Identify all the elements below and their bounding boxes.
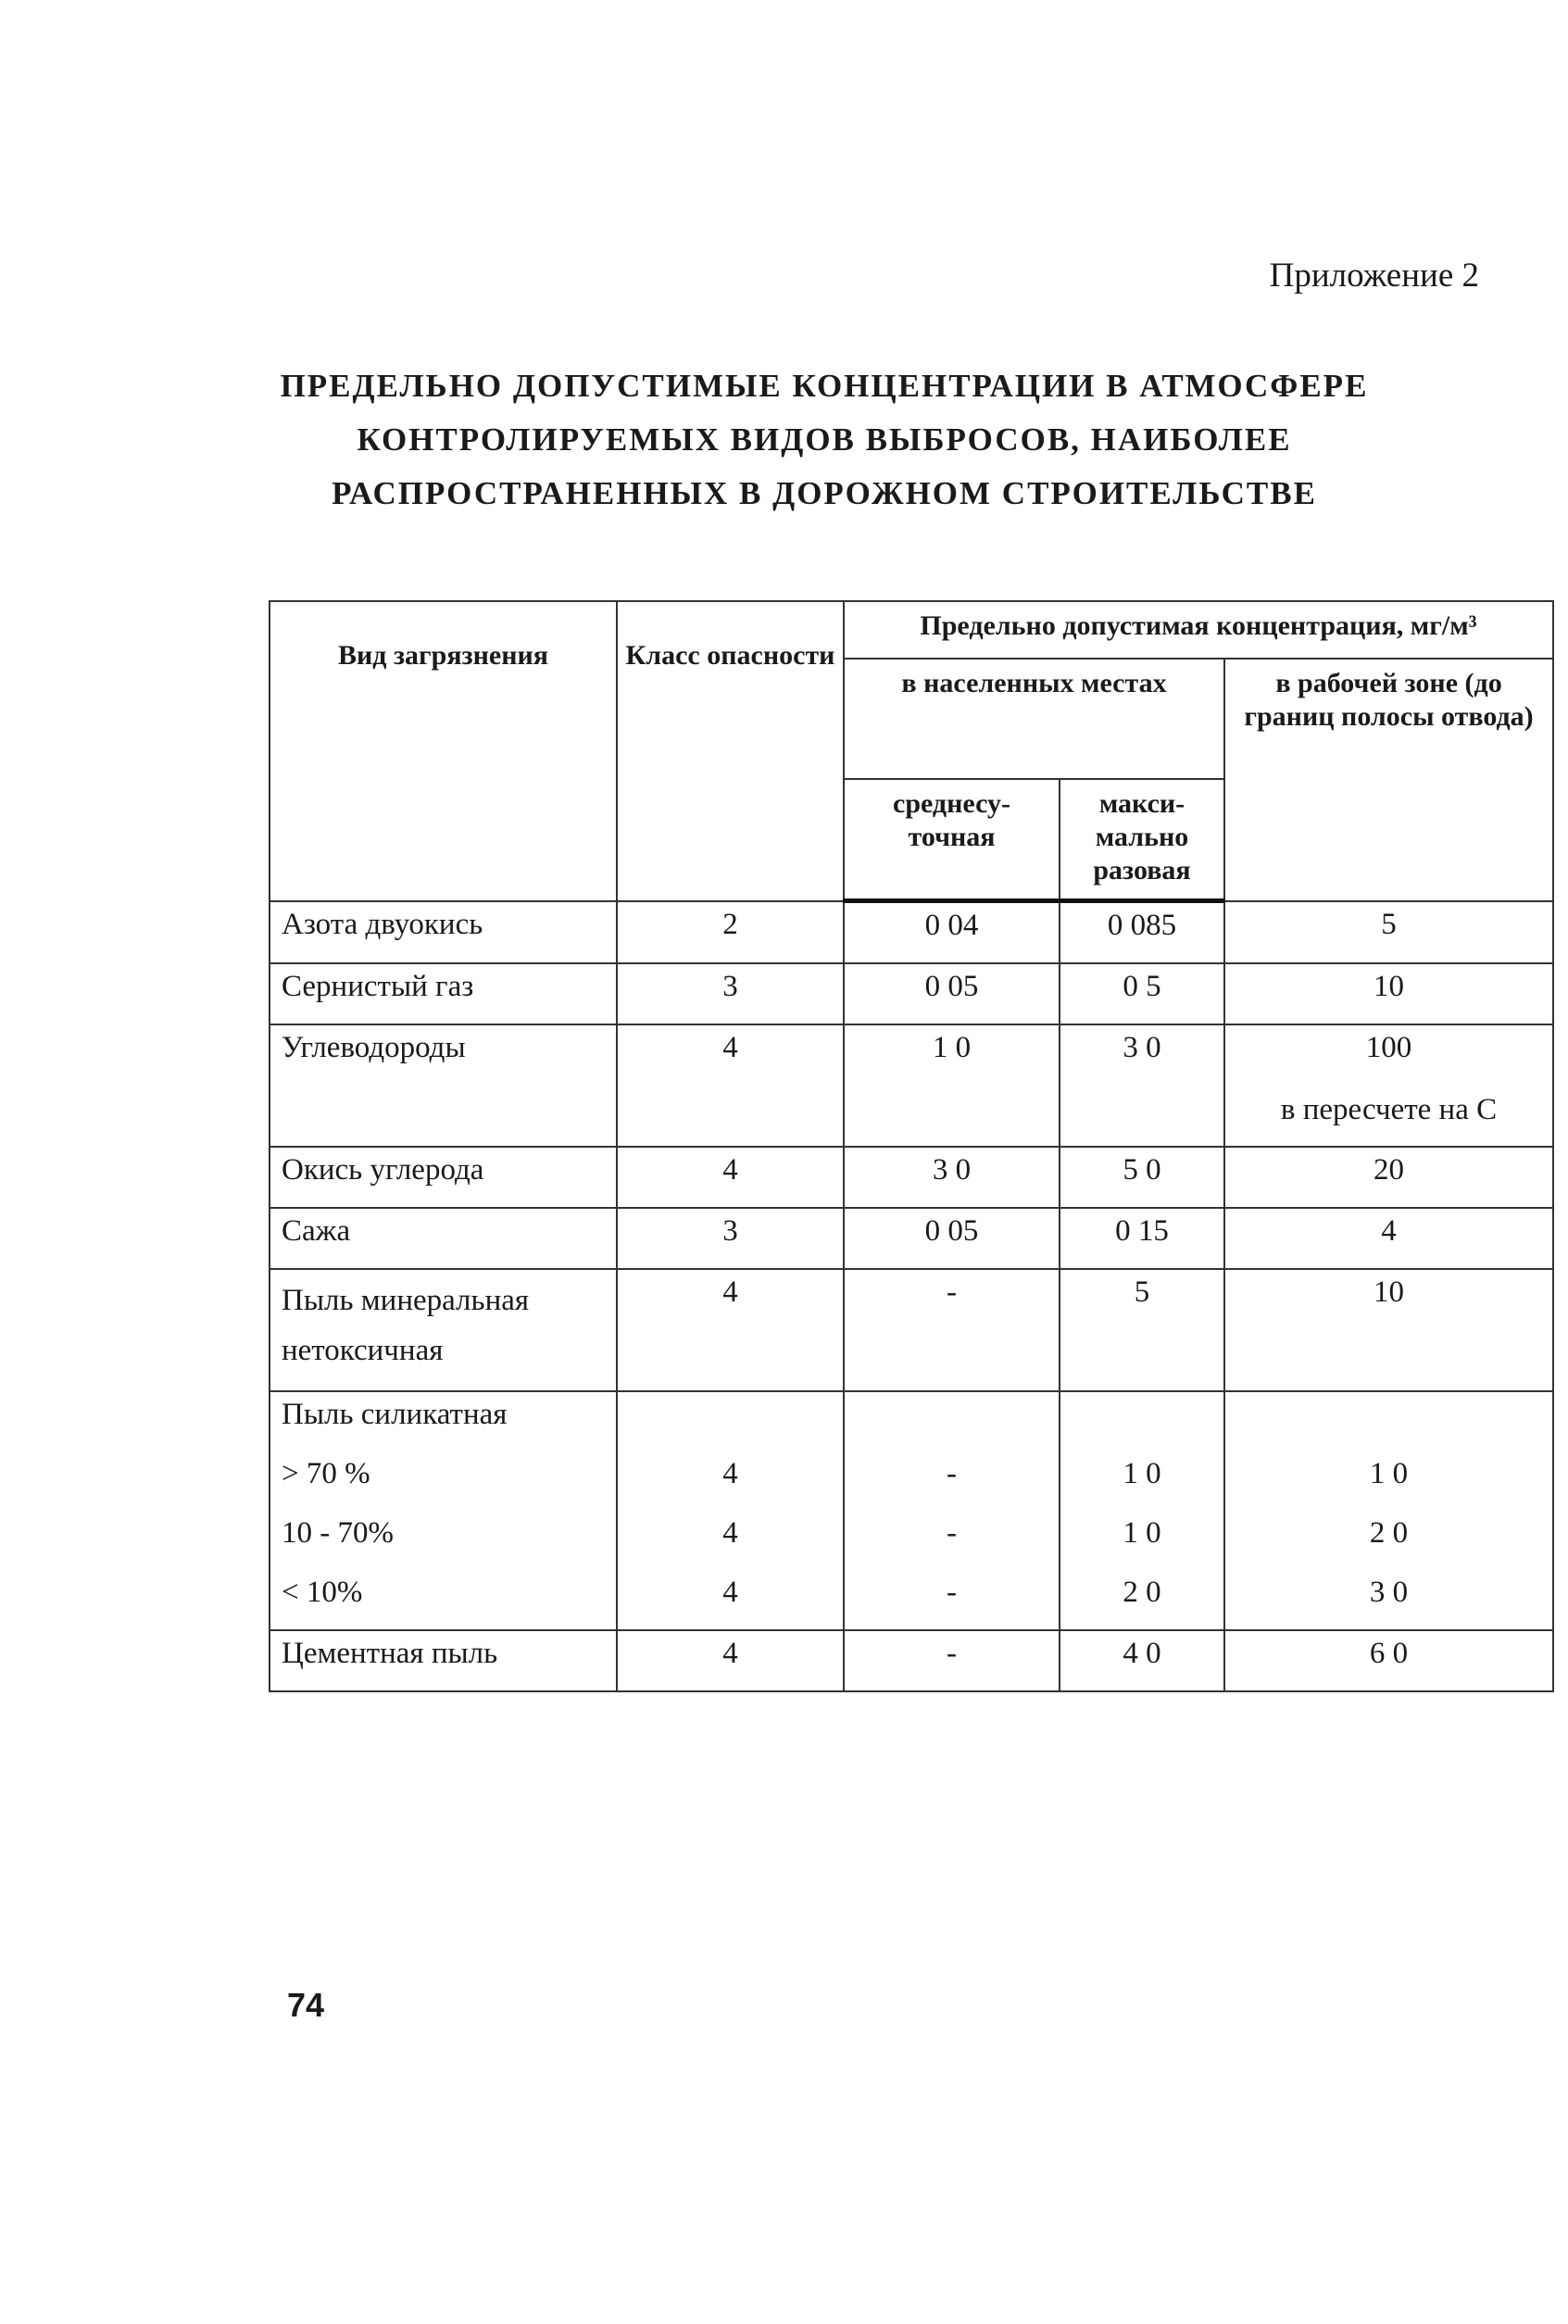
cell-work: 6 0	[1224, 1630, 1553, 1691]
cell-work: 5	[1224, 901, 1553, 964]
cell-name: Сернистый газ	[270, 963, 617, 1024]
cell-daily: -	[844, 1630, 1060, 1691]
cell-name: < 10%	[270, 1570, 617, 1630]
cell-name: Углеводороды	[270, 1024, 617, 1147]
cell-max: 0 085	[1060, 901, 1224, 964]
cell-work: 2 0	[1224, 1511, 1553, 1570]
cell-work-value: 100	[1365, 1031, 1412, 1064]
cell-daily: 3 0	[844, 1147, 1060, 1208]
cell-daily: 0 05	[844, 963, 1060, 1024]
table-row	[270, 1208, 1553, 1269]
cell-class: 4	[617, 1024, 844, 1147]
header-row-1	[270, 601, 1553, 659]
cell-daily: 0 04	[844, 901, 1060, 964]
cell-name: Сажа	[270, 1208, 617, 1269]
cell-work: 20	[1224, 1147, 1553, 1208]
table-row	[270, 1024, 1553, 1147]
cell-max: 1 0	[1060, 1511, 1224, 1570]
cell-class: 4	[617, 1147, 844, 1208]
cell-daily: -	[844, 1451, 1060, 1511]
cell-name: Азота двуокись	[270, 901, 617, 964]
header-populated: в населенных местах	[844, 659, 1224, 779]
cell-work: 10	[1224, 1269, 1553, 1391]
table-row	[270, 1511, 1553, 1570]
cell-max: 0 15	[1060, 1208, 1224, 1269]
table-row	[270, 1391, 1553, 1451]
table-row	[270, 1630, 1553, 1691]
table-row	[270, 1451, 1553, 1511]
cell-work	[1224, 1024, 1553, 1147]
cell-name: Окись углерода	[270, 1147, 617, 1208]
header-pdk: Предельно допустимая концентрация, мг/м³	[844, 601, 1553, 659]
cell-max: 5 0	[1060, 1147, 1224, 1208]
cell-daily: 0 05	[844, 1208, 1060, 1269]
cell-work: 1 0	[1224, 1451, 1553, 1511]
page-number: 74	[287, 1986, 325, 2024]
cell-daily: -	[844, 1570, 1060, 1630]
cell-name: Пыль минеральная нетоксичная	[270, 1269, 617, 1391]
cell-max: 2 0	[1060, 1570, 1224, 1630]
header-max: макси-мально разовая	[1060, 779, 1224, 901]
cell-class: 4	[617, 1511, 844, 1570]
cell-max: 1 0	[1060, 1451, 1224, 1511]
cell-name: Цементная пыль	[270, 1630, 617, 1691]
cell-daily: -	[844, 1269, 1060, 1391]
cell-class: 4	[617, 1570, 844, 1630]
header-type: Вид загрязнения	[270, 601, 617, 901]
cell-work: 4	[1224, 1208, 1553, 1269]
table-row	[270, 963, 1553, 1024]
cell-class: 4	[617, 1269, 844, 1391]
appendix-label: Приложение 2	[1269, 257, 1479, 295]
pdk-table	[269, 600, 1554, 1692]
title-line-3: РАСПРОСТРАНЕННЫХ В ДОРОЖНОМ СТРОИТЕЛЬСТВЕ	[332, 475, 1317, 511]
cell-name: 10 - 70%	[270, 1511, 617, 1570]
table-row	[270, 1147, 1553, 1208]
cell-max: 4 0	[1060, 1630, 1224, 1691]
cell-daily: 1 0	[844, 1024, 1060, 1147]
cell-work: 10	[1224, 963, 1553, 1024]
table-row	[270, 901, 1553, 964]
cell-class: 2	[617, 901, 844, 964]
header-workzone: в рабочей зоне (до границ полосы отвода)	[1224, 659, 1553, 901]
cell-max: 5	[1060, 1269, 1224, 1391]
cell-work-note: в пересчете на С	[1280, 1093, 1498, 1126]
title-line-1: ПРЕДЕЛЬНО ДОПУСТИМЫЕ КОНЦЕНТРАЦИИ В АТМОСФЕРЕ	[280, 368, 1369, 404]
cell-name: Пыль силикатная	[270, 1391, 617, 1451]
cell-work: 3 0	[1224, 1570, 1553, 1630]
cell-daily: -	[844, 1511, 1060, 1570]
cell-max: 0 5	[1060, 963, 1224, 1024]
document-title	[222, 359, 1426, 521]
table-row	[270, 1570, 1553, 1630]
cell-name: > 70 %	[270, 1451, 617, 1511]
title-line-2: КОНТРОЛИРУЕМЫХ ВИДОВ ВЫБРОСОВ, НАИБОЛЕЕ	[357, 421, 1292, 458]
cell-max: 3 0	[1060, 1024, 1224, 1147]
cell-class: 3	[617, 963, 844, 1024]
cell-class: 4	[617, 1451, 844, 1511]
header-daily: среднесу-точная	[844, 779, 1060, 901]
table-row	[270, 1269, 1553, 1391]
cell-class: 4	[617, 1630, 844, 1691]
header-class: Класс опасности	[617, 601, 844, 901]
cell-class: 3	[617, 1208, 844, 1269]
